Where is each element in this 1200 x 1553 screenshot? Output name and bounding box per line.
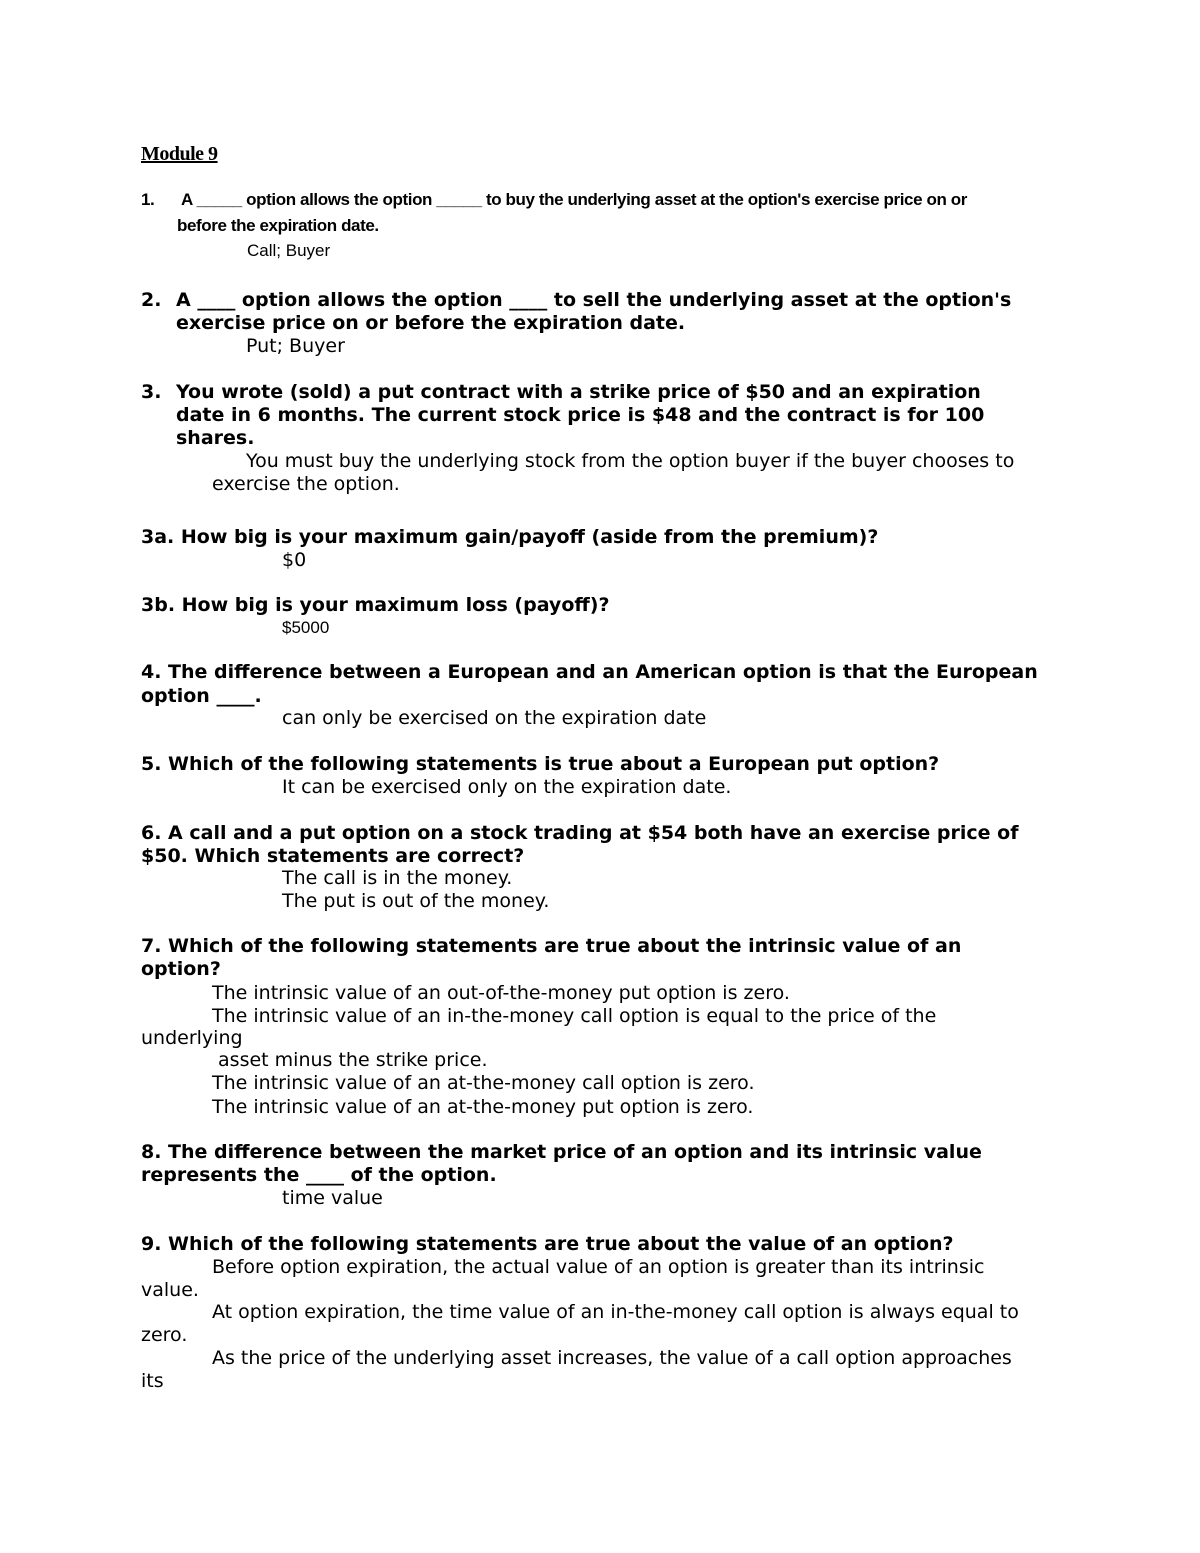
- question-8-answer: time value: [282, 1187, 383, 1209]
- question-2-answer: Put; Buyer: [246, 335, 345, 357]
- question-4-line-2: option ____.: [141, 685, 262, 707]
- question-1-number: 1.: [141, 190, 155, 209]
- question-9: 9. Which of the following statements are true about the value of an option?: [141, 1233, 954, 1255]
- question-9-answer-3: As the price of the underlying asset increases, the value of a call option approaches: [212, 1347, 1012, 1369]
- question-1-line-1: A _____ option allows the option _____ to buy the underlying asset at the option's exercise price on or: [181, 190, 967, 209]
- question-6-line-1: 6. A call and a put option on a stock trading at $54 both have an exercise price of: [141, 822, 1019, 844]
- question-3-number: 3.: [141, 381, 162, 403]
- question-3-line-2: date in 6 months. The current stock price is $48 and the contract is for 100: [176, 404, 985, 426]
- question-4-line-1: 4. The difference between a European and an American option is that the European: [141, 661, 1038, 683]
- question-7-answer-2-wrap: underlying: [141, 1027, 243, 1049]
- question-6-line-2: $50. Which statements are correct?: [141, 845, 525, 867]
- question-6-answer-2: The put is out of the money.: [282, 890, 550, 912]
- question-8-line-1: 8. The difference between the market price of an option and its intrinsic value: [141, 1141, 982, 1163]
- question-3-answer-line-2: exercise the option.: [212, 473, 400, 495]
- page-title: Module 9: [141, 143, 218, 165]
- question-5-answer: It can be exercised only on the expiration date.: [282, 776, 732, 798]
- question-9-answer-1: Before option expiration, the actual value of an option is greater than its intrinsic: [212, 1256, 985, 1278]
- question-2-line-1: A ____ option allows the option ____ to sell the underlying asset at the option's: [176, 289, 1012, 311]
- question-8-line-2: represents the ____ of the option.: [141, 1164, 497, 1186]
- question-7-answer-4: The intrinsic value of an at-the-money put option is zero.: [212, 1096, 754, 1118]
- question-7-answer-2-cont: asset minus the strike price.: [212, 1049, 488, 1071]
- question-9-answer-3-wrap: its: [141, 1370, 164, 1392]
- question-7-answer-2: The intrinsic value of an in-the-money call option is equal to the price of the: [212, 1005, 937, 1027]
- question-9-answer-1-wrap: value.: [141, 1279, 199, 1301]
- question-4-answer: can only be exercised on the expiration date: [282, 707, 707, 729]
- question-3-line-1: You wrote (sold) a put contract with a strike price of $50 and an expiration: [176, 381, 981, 403]
- question-3b: 3b. How big is your maximum loss (payoff)?: [141, 594, 610, 616]
- question-9-answer-2-wrap: zero.: [141, 1324, 188, 1346]
- question-3a: 3a. How big is your maximum gain/payoff (aside from the premium)?: [141, 526, 879, 548]
- question-1-line-2: before the expiration date.: [177, 216, 379, 235]
- question-7-answer-1: The intrinsic value of an out-of-the-money put option is zero.: [212, 982, 790, 1004]
- question-2-number: 2.: [141, 289, 162, 311]
- question-3a-answer: $0: [282, 549, 307, 571]
- question-5: 5. Which of the following statements is true about a European put option?: [141, 753, 940, 775]
- question-7-line-1: 7. Which of the following statements are true about the intrinsic value of an: [141, 935, 962, 957]
- question-3-answer-line-1: You must buy the underlying stock from the option buyer if the buyer chooses to: [246, 450, 1015, 472]
- question-7-answer-3: The intrinsic value of an at-the-money call option is zero.: [212, 1072, 755, 1094]
- question-6-answer-1: The call is in the money.: [282, 867, 513, 889]
- question-7-line-2: option?: [141, 958, 221, 980]
- question-3-line-3: shares.: [176, 427, 255, 449]
- question-1-answer: Call; Buyer: [247, 241, 331, 260]
- question-3b-answer: $5000: [282, 618, 330, 637]
- question-2-line-2: exercise price on or before the expiration date.: [176, 312, 686, 334]
- question-9-answer-2: At option expiration, the time value of an in-the-money call option is always equal to: [212, 1301, 1019, 1323]
